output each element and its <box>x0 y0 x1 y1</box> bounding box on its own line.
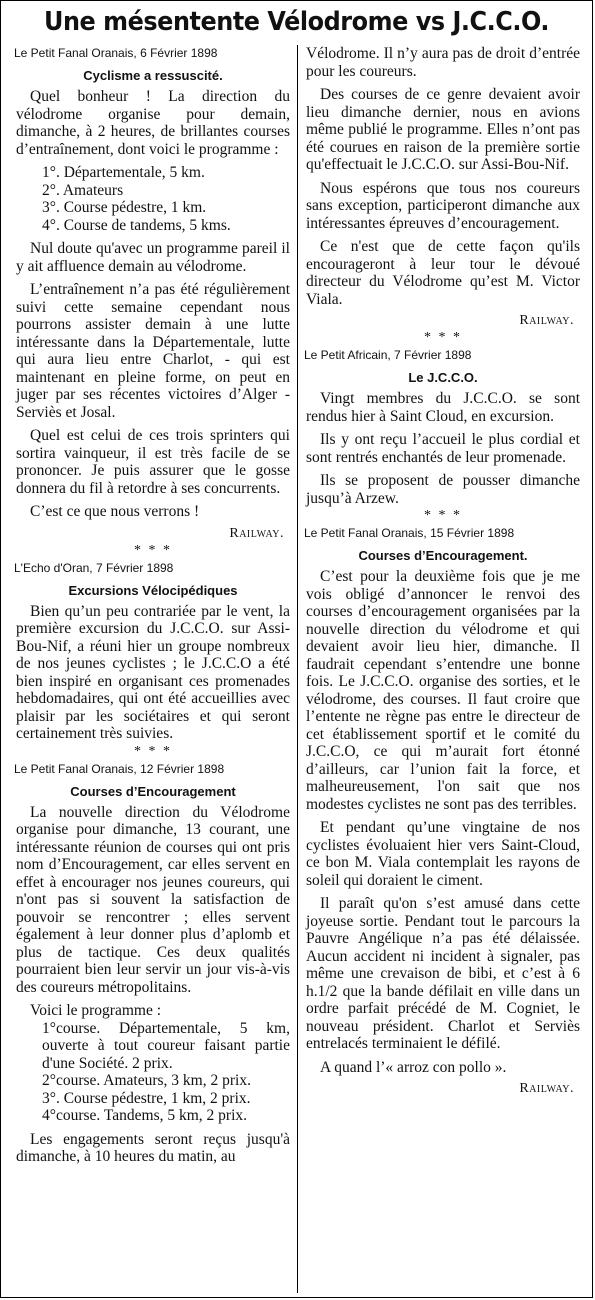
separator-stars: * * * <box>424 330 462 345</box>
list-item: 3°. Course pédestre, 1 km, 2 prix. <box>42 1089 251 1107</box>
article-source: Le Petit Africain, 7 Février 1898 <box>304 348 472 362</box>
paragraph: Ils y ont reçu l’accueil le plus cordial et sont rentrés enchantés de leur promenade. <box>306 431 580 466</box>
list-item: 1°. Départementale, 5 km. <box>42 164 205 181</box>
paragraph: Vingt membres du J.C.C.O. se sont rendus hier à Saint Cloud, en excursion. <box>306 390 580 425</box>
columns <box>1 45 592 1295</box>
article-source: Le Petit Fanal Oranais, 12 Février 1898 <box>14 761 225 776</box>
paragraph: C’est ce que nous verrons ! <box>30 503 200 520</box>
separator-stars: * * * <box>134 743 172 759</box>
article-jcco <box>306 347 580 523</box>
signature: Railway. <box>519 1081 574 1096</box>
paragraph: Ils se proposent de pousser dimanche jusqu’à Arzew. <box>306 472 580 507</box>
article-heading: Le J.C.C.O. <box>408 370 478 385</box>
paragraph: Il paraît qu'on s’est amusé dans cette joyeuse sortie. Pendant tout le parcours la Pauvre Angélique n’a pas été délaissée. Aucun accident ni incident à signaler, pas même une crevaison de bibi, et c’est à 6 h.1/2 que la bande défilait en ville dans un ordre parfait précédé de M. Cogniet, le nouveau président. Charlot et Serviès entrelacés terminaient le défilé. <box>306 895 580 1052</box>
paragraph: Quel bonheur ! La direction du vélodrome organise pour demain, dimanche, à 2 heures, de brillantes courses d’entraînement, dont voici le programme : <box>16 88 290 158</box>
paragraph: Bien qu’un peu contrariée par le vent, la première excursion du J.C.C.O. sur Assi-Bou-Nif, a réuni hier un groupe nombreux de nos jeunes cyclistes ; le J.C.C.O a été bien inspiré en organisant ces promenades hebdomadaires, qui ont été accueillies avec plaisir par les sociétaires et qui seront certainement très suivies. <box>16 602 290 742</box>
program-list <box>16 1020 290 1125</box>
paragraph: L’entraînement n’a pas été régulièrement suivi cette semaine cependant nous pourrons assister demain à une lutte intéressante dans la Départementale, lutte qui aura lieu entre Charlot, - qui est maintenant en pleine forme, on peut en juger par ses récentes victoires d’Alger - Serviès et Josal. <box>16 281 290 421</box>
separator-stars: * * * <box>424 508 462 523</box>
paragraph: Nul doute qu'avec un programme pareil il y ait affluence demain au vélodrome. <box>16 240 290 275</box>
article-courses-1-continued <box>306 45 580 345</box>
paragraph: Voici le programme : <box>30 1002 162 1019</box>
paragraph: C’est pour la deuxième fois que je me vois obligé d’annoncer le renvoi des courses d’encouragement organisées par la nouvelle direction du vélodrome et qui devaient avoir lieu hier, dimanche. Il faudrait cependant s’entendre une bonne fois. Le J.C.C.O. organise des sorties, et le vélodrome, des courses. Il faut croire que l’entente ne règne pas entre le directeur de cet établissement sportif et le comité du J.C.C.O, ce qui m’aurait fort étonné d’ailleurs, car l’union fait la force, et malheureusement, l'on sait que nos modestes cyclistes ne sont pas des terribles. <box>306 568 580 813</box>
list-item: 2°course. Amateurs, 3 km, 2 prix. <box>42 1072 251 1089</box>
article-courses-1 <box>16 761 290 1166</box>
article-source: Le Petit Fanal Oranais, 6 Février 1898 <box>14 46 218 60</box>
article-heading: Excursions Vélocipédiques <box>68 582 238 598</box>
left-column <box>16 45 290 1172</box>
paragraph: Ce n'est que de cette façon qu'ils encourageront à leur tour le dévoué directeur du Vélodrome qu’est M. Victor Viala. <box>306 238 580 308</box>
article-source: L'Echo d'Oran, 7 Février 1898 <box>14 560 174 575</box>
article-cyclisme <box>16 45 290 558</box>
list-item: 4°course. Tandems, 5 km, 2 prix. <box>42 1107 248 1124</box>
article-excursions <box>16 560 290 759</box>
article-heading: Courses d’Encouragement <box>70 783 236 799</box>
paragraph: Vélodrome. Il n’y aura pas de droit d’entrée pour les coureurs. <box>306 45 580 80</box>
paragraph: Quel est celui de ces trois sprinters qui sortira vainqueur, il est très facile de se prononcer. Je puis assurer que le gosse donnera du fil à retordre à ses concurrents. <box>16 427 290 497</box>
list-item: 4°. Course de tandems, 5 kms. <box>42 216 231 234</box>
article-source: Le Petit Fanal Oranais, 15 Février 1898 <box>304 526 515 540</box>
signature: Railway. <box>229 525 284 541</box>
paragraph: Les engagements seront reçus jusqu'à dimanche, à 10 heures du matin, au <box>16 1130 290 1165</box>
program-list <box>16 164 290 234</box>
paragraph: La nouvelle direction du Vélodrome organise pour dimanche, 13 courant, une intéressante réunion de courses qui ont pris nom d’Encouragement, car elles servent en effet à encourager nos jeunes coureurs, qui n'ont pas si souvent la satisfaction de pouvoir se rencontrer ; elles servent également à leur donner plus d’aplomb et plus de tactique. Ces deux qualités pourraient bien leur servir un jour vis-à-vis des coureurs métropolitains. <box>16 803 290 996</box>
article-courses-2 <box>306 525 580 1097</box>
signature: Railway. <box>519 313 574 328</box>
separator-stars: * * * <box>134 542 172 558</box>
page-title: Une mésentente Vélodrome vs J.C.C.O. <box>44 7 549 37</box>
list-item: 3°. Course pédestre, 1 km. <box>42 199 207 216</box>
right-column <box>306 45 580 1103</box>
paragraph: Et pendant qu’une vingtaine de nos cyclistes évoluaient hier vers Saint-Cloud, ce bon M. Viala contemplait les rayons de soleil qui doraient le ciment. <box>306 819 580 889</box>
paragraph: A quand l’« arroz con pollo ». <box>320 1058 507 1076</box>
paragraph: Nous espérons que tous nos coureurs sans exception, participeront dimanche aux intéressantes épreuves d’encouragement. <box>306 179 580 232</box>
paragraph: Des courses de ce genre devaient avoir lieu dimanche dernier, nous en avions même publié le programme. Elles n’ont pas été courues en raison de la première sortie qu'effectuait le J.C.C.O. sur Assi-Bou-Nif. <box>306 86 580 173</box>
article-heading: Courses d’Encouragement. <box>358 548 528 563</box>
column-divider <box>297 45 298 1293</box>
article-heading: Cyclisme a ressuscité. <box>83 68 223 83</box>
list-item: 1°course. Départementale, 5 km, ouverte à tout coureur faisant partie d'une Société. 2 prix. <box>42 1019 290 1072</box>
list-item: 2°. Amateurs <box>42 181 124 199</box>
